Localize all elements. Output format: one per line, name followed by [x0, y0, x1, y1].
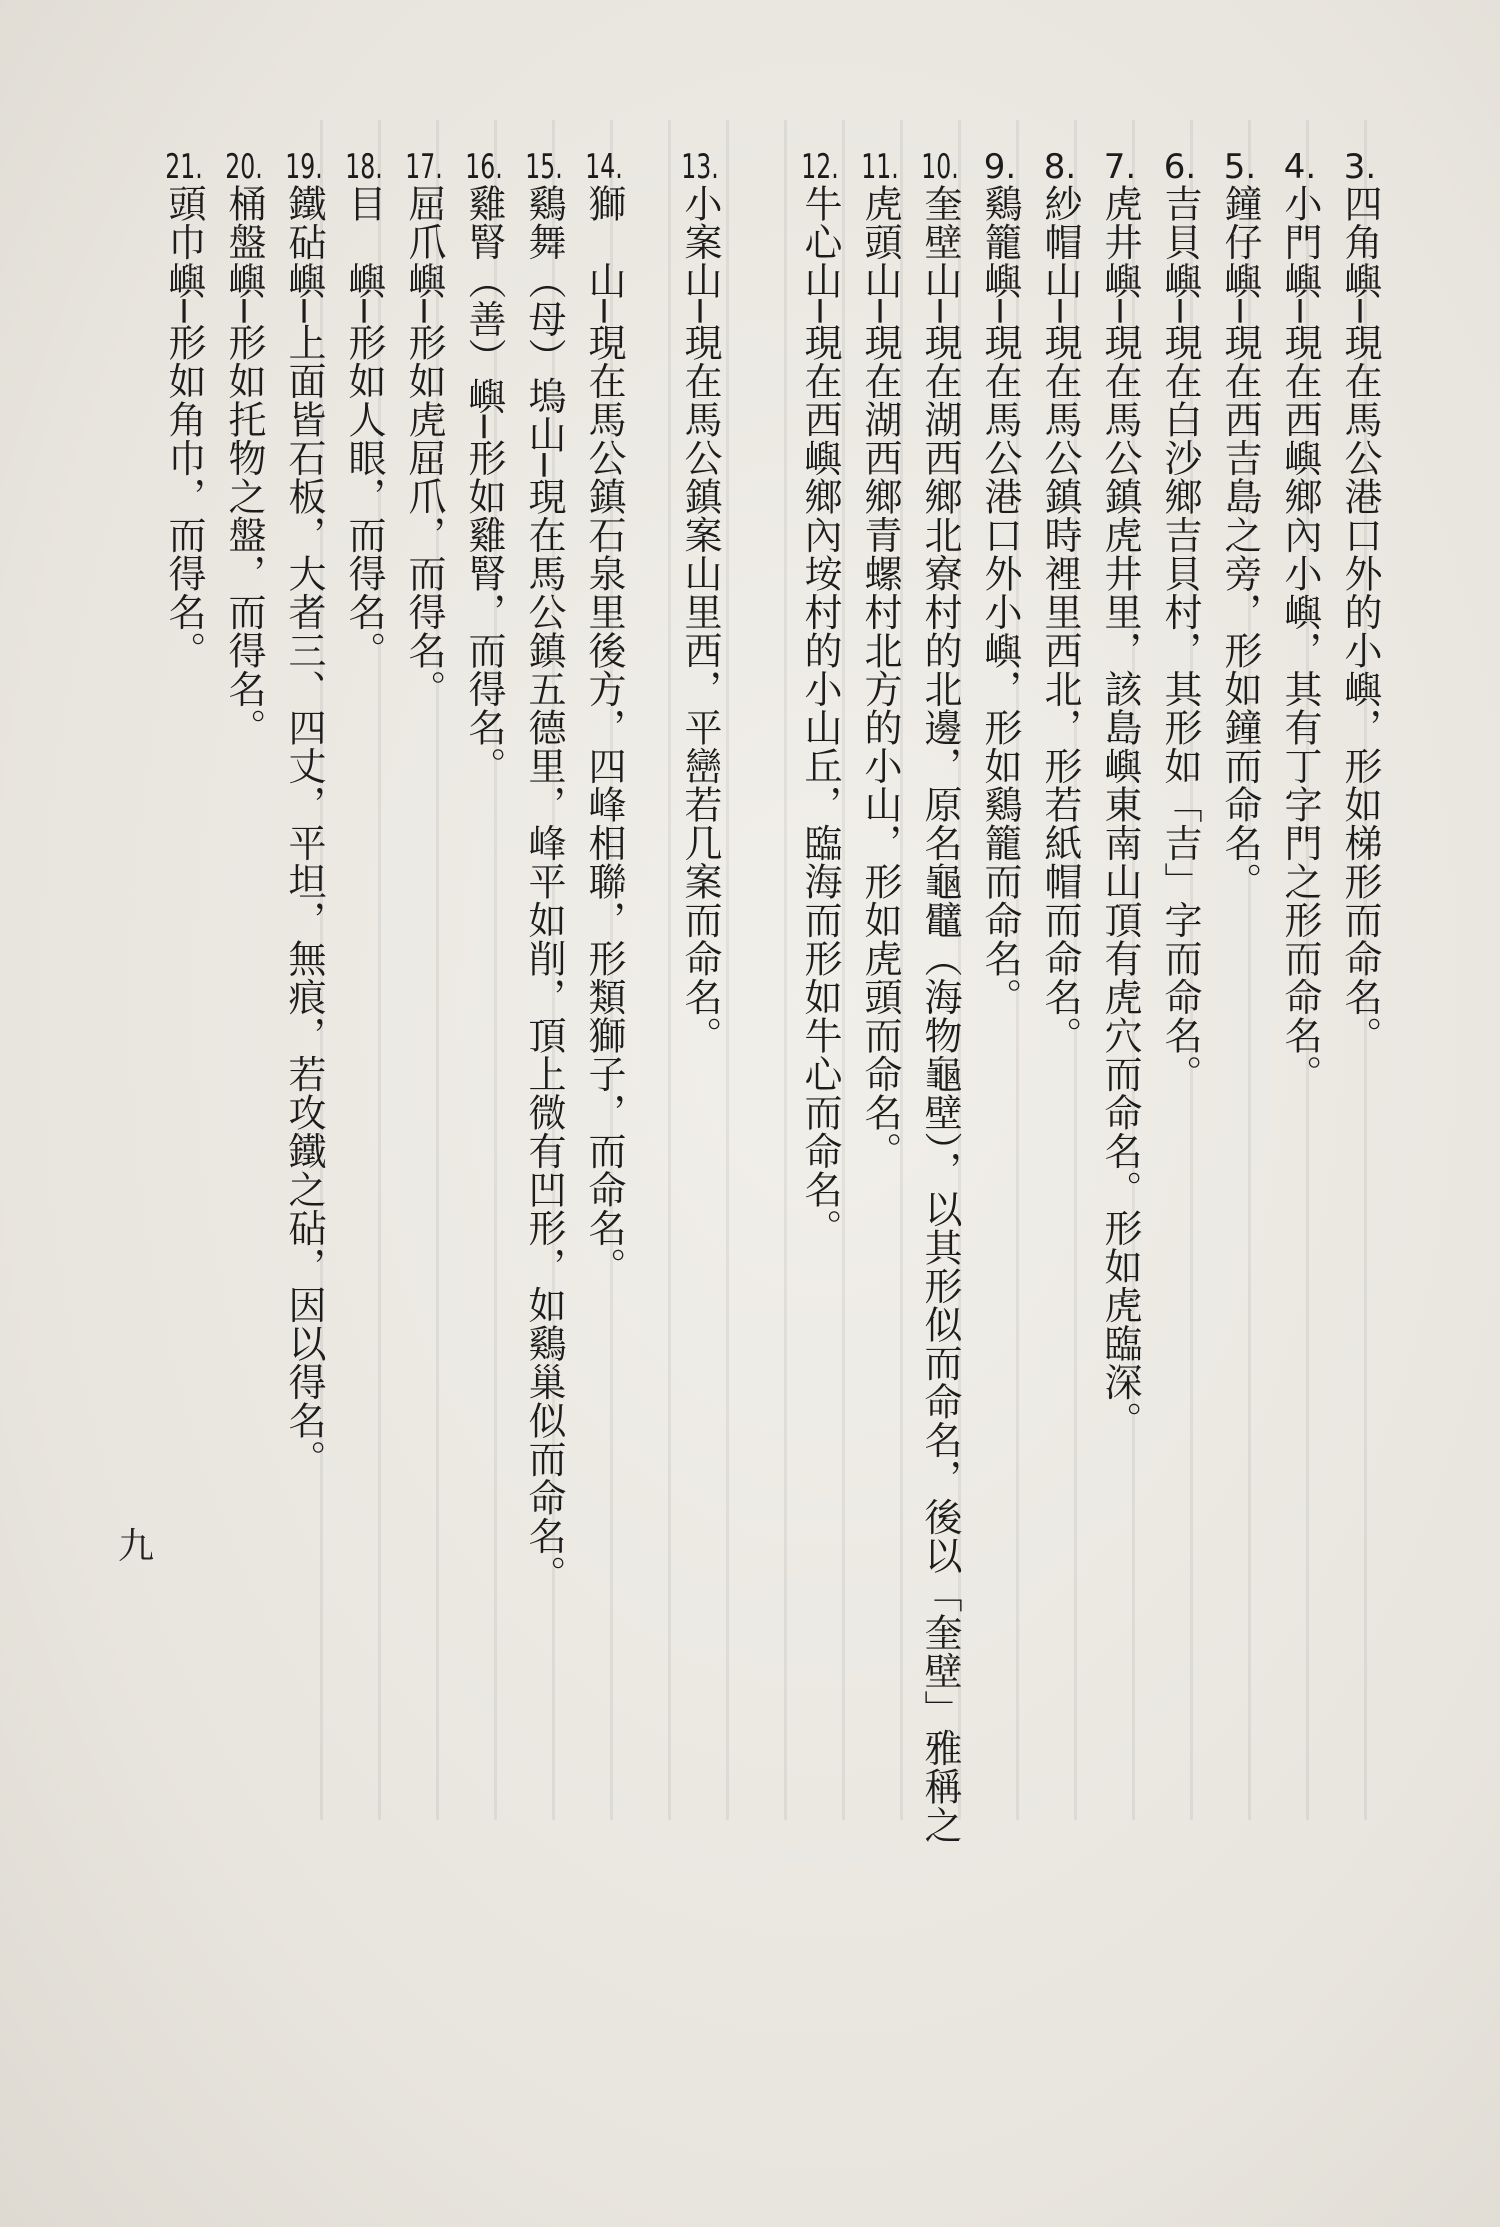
entry-number: 9.	[983, 150, 1017, 184]
list-item-continuation	[730, 150, 790, 1670]
entry-number: 4.	[1283, 150, 1317, 184]
list-item	[154, 150, 214, 1670]
list-item	[790, 150, 850, 1670]
entry-text: 鷄籠嶼─現在馬公港口外小嶼，形如鷄籠而命名。	[978, 184, 1022, 1016]
entry-number: 8.	[1043, 150, 1077, 184]
entry-text: 頭巾嶼─形如角巾，而得名。	[162, 184, 206, 670]
list-item	[1210, 150, 1270, 1670]
entry-text: 紗帽山─現在馬公鎮時裡里西北，形若紙帽而命名。	[1038, 184, 1082, 1055]
entry-number: 19.	[285, 150, 323, 184]
entry-text: 奎壁山─現在湖西鄉北寮村的北邊，原名龜鼊（海物龜壁），以其形似而命名，後以「奎壁」雅稱之	[918, 184, 962, 1844]
list-item	[670, 150, 730, 1670]
entry-text: 雞腎（善）嶼─形如雞腎，而得名。	[462, 184, 506, 785]
entry-number: 15.	[525, 150, 563, 184]
entry-text: 小案山─現在馬公鎮案山里西，平巒若几案而命名。	[678, 184, 722, 1055]
list-item	[514, 150, 574, 1670]
entry-text: 虎頭山─現在湖西鄉青螺村北方的小山，形如虎頭而命名。	[858, 184, 902, 1170]
list-item	[1090, 150, 1150, 1670]
entry-text: 鷄舞（母）塢山─現在馬公鎮五德里，峰平如削，頂上微有凹形，如鷄巢似而命名。	[522, 184, 566, 1594]
entry-text: 虎井嶼─現在馬公鎮虎井里，該島嶼東南山頂有虎穴而命名。形如虎臨深。	[1098, 184, 1142, 1440]
list-item	[574, 150, 634, 1670]
list-item	[1150, 150, 1210, 1670]
entry-text: 屈爪嶼─形如虎屈爪，而得名。	[402, 184, 446, 708]
list-item	[970, 150, 1030, 1670]
entry-number: 11.	[861, 150, 899, 184]
entry-number: 7.	[1103, 150, 1137, 184]
list-item	[454, 150, 514, 1670]
page-number: 九	[118, 1526, 155, 1567]
list-item	[910, 150, 970, 1844]
list-item	[394, 150, 454, 1670]
list-item	[850, 150, 910, 1670]
entry-number: 18.	[345, 150, 383, 184]
entry-number: 12.	[801, 150, 839, 184]
entry-text: 牛心山─現在西嶼鄉內垵村的小山丘，臨海而形如牛心而命名。	[798, 184, 842, 1247]
entry-number: 21.	[165, 150, 203, 184]
entry-number: 17.	[405, 150, 443, 184]
entry-number: 16.	[465, 150, 503, 184]
entry-number: 5.	[1223, 150, 1257, 184]
vertical-text-column-block	[154, 150, 1390, 1844]
list-item	[334, 150, 394, 1670]
list-item	[214, 150, 274, 1670]
entry-number: 3.	[1343, 150, 1377, 184]
entry-number: 13.	[681, 150, 719, 184]
entry-text: 目 嶼─形如人眼，而得名。	[342, 184, 386, 670]
entry-number: 6.	[1163, 150, 1197, 184]
entry-text: 吉貝嶼─現在白沙鄉吉貝村，其形如「吉」字而命名。	[1158, 184, 1202, 1093]
entry-text: 獅 山─現在馬公鎮石泉里後方，四峰相聯，形類獅子，而命名。	[582, 184, 626, 1286]
entry-text: 鐵砧嶼─上面皆石板，大者三、四丈，平坦，無痕，若攻鐵之砧，因以得名。	[282, 184, 326, 1478]
entry-number: 14.	[585, 150, 623, 184]
list-item	[274, 150, 334, 1670]
entry-text: 鐘仔嶼─現在西吉島之旁，形如鐘而命名。	[1218, 184, 1262, 901]
entry-number: 20.	[225, 150, 263, 184]
entry-text: 小門嶼─現在西嶼鄉內小嶼，其有丁字門之形而命名。	[1278, 184, 1322, 1093]
list-item	[1270, 150, 1330, 1670]
entry-text: 四角嶼─現在馬公港口外的小嶼，形如梯形而命名。	[1338, 184, 1382, 1055]
list-item	[1030, 150, 1090, 1670]
list-item	[1330, 150, 1390, 1670]
entry-text: 桶盤嶼─形如托物之盤，而得名。	[222, 184, 266, 747]
entry-number: 10.	[921, 150, 959, 184]
